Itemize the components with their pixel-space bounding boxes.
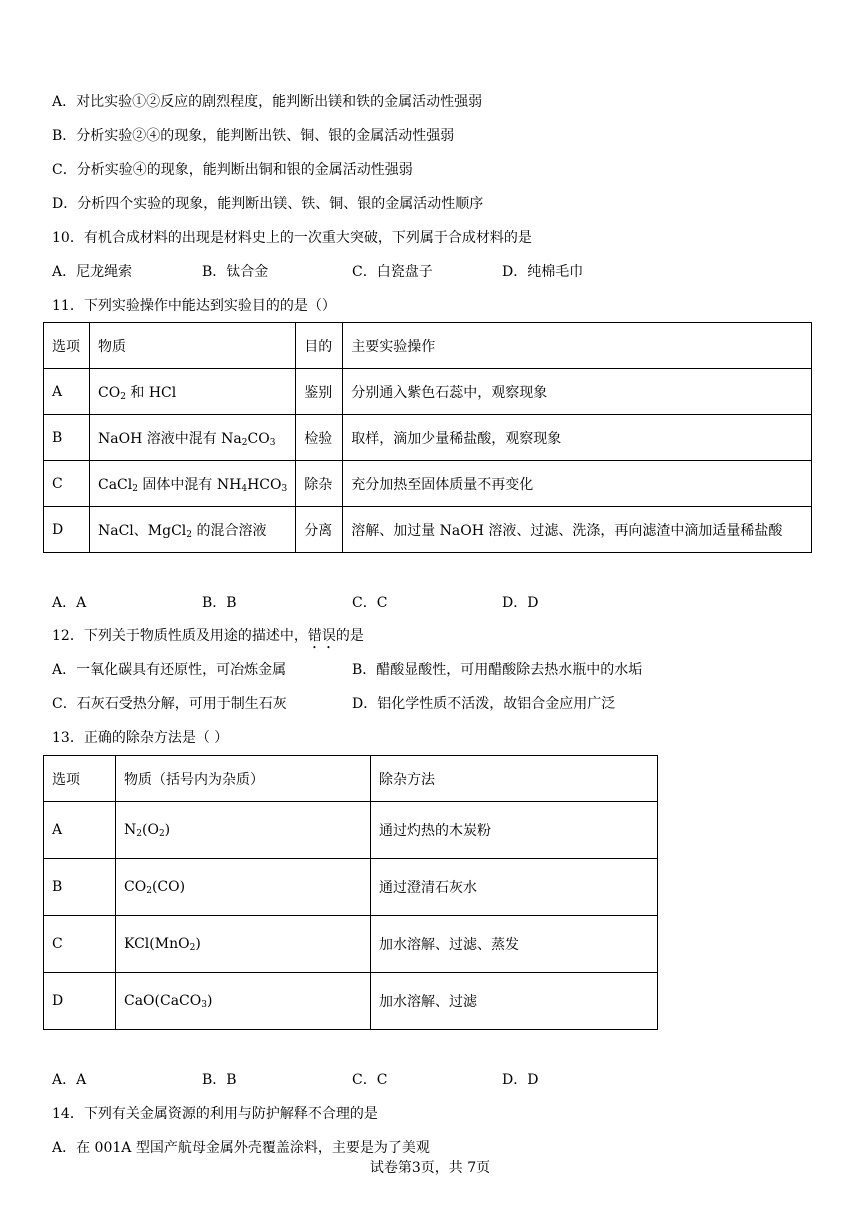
- q12-option-d: D．铝化学性质不活泼，故铝合金应用广泛: [352, 696, 616, 712]
- q12-stem-emphasis: 错误: [307, 628, 336, 644]
- table-cell-option: B: [44, 859, 116, 916]
- table-header-cell: 除杂方法: [371, 756, 658, 802]
- table-row: [44, 916, 658, 973]
- table-cell-option: D: [44, 973, 116, 1030]
- q12-stem: [52, 626, 364, 652]
- table-row: [44, 859, 658, 916]
- q11-option-d: D．D: [502, 595, 539, 611]
- table-cell-method: 通过澄清石灰水: [371, 859, 658, 916]
- table-row: [44, 973, 658, 1030]
- q10-stem: 10．有机合成材料的出现是材料史上的一次重大突破，下列属于合成材料的是: [52, 230, 532, 246]
- table-row: [44, 461, 812, 507]
- table-cell-purpose: 除杂: [296, 461, 343, 507]
- q13-stem: 13．正确的除杂方法是（ ）: [52, 730, 229, 746]
- q10-option-a: A．尼龙绳索: [52, 264, 133, 280]
- q9-option-b: B．分析实验②④的现象，能判断出铁、铜、银的金属活动性强弱: [52, 128, 455, 144]
- table-cell-substance: CaO(CaCO$_3$): [116, 973, 371, 1030]
- table-cell-substance: CaCl$_2$ 固体中混有 $NH_4HCO_3$: [90, 461, 296, 507]
- table-cell-substance: KCl(MnO$_2$): [116, 916, 371, 973]
- q13-option-b: B．B: [202, 1072, 237, 1088]
- q10-option-d: D．纯棉毛巾: [502, 264, 584, 280]
- table-row: [44, 369, 812, 415]
- table-header-row: [44, 756, 658, 802]
- q13-option-a: A．A: [52, 1072, 87, 1088]
- table-cell-operation: 分别通入紫色石蕊中，观察现象: [343, 369, 812, 415]
- q9-option-c: C．分析实验④的现象，能判断出铜和银的金属活动性强弱: [52, 162, 413, 178]
- table-cell-method: 加水溶解、过滤、蒸发: [371, 916, 658, 973]
- page-footer: 试卷第3页，共 7页: [369, 1160, 491, 1176]
- table-cell-substance: $CO_2$ 和 HCl: [90, 369, 296, 415]
- q12-stem-after: 的是: [335, 628, 364, 644]
- q13-table: [43, 755, 658, 1030]
- q13-option-d: D．D: [502, 1072, 539, 1088]
- table-row: [44, 802, 658, 859]
- table-header-cell: 主要实验操作: [343, 323, 812, 369]
- q10-option-b: B．钛合金: [202, 264, 269, 280]
- q9-option-d: D．分析四个实验的现象，能判断出镁、铁、铜、银的金属活动性顺序: [52, 196, 484, 212]
- q12-stem-before: 12．下列关于物质性质及用途的描述中，: [52, 628, 308, 644]
- table-cell-option: A: [44, 369, 90, 415]
- q11-option-a: A．A: [52, 595, 87, 611]
- table-cell-option: D: [44, 507, 90, 553]
- q13-option-c: C．C: [352, 1072, 388, 1088]
- q11-table: [43, 322, 812, 553]
- table-row: [44, 507, 812, 553]
- q10-option-c: C．白瓷盘子: [352, 264, 433, 280]
- table-cell-purpose: 检验: [296, 415, 343, 461]
- table-cell-substance: $N_2(O_2)$: [116, 802, 371, 859]
- table-cell-substance: $CO_2(CO)$: [116, 859, 371, 916]
- table-header-row: [44, 323, 812, 369]
- table-cell-operation: 充分加热至固体质量不再变化: [343, 461, 812, 507]
- table-row: [44, 415, 812, 461]
- table-cell-substance: NaCl、MgCl$_2$ 的混合溶液: [90, 507, 296, 553]
- q12-option-b: B．醋酸显酸性，可用醋酸除去热水瓶中的水垢: [352, 662, 643, 678]
- table-cell-purpose: 分离: [296, 507, 343, 553]
- table-header-cell: 物质（括号内为杂质）: [116, 756, 371, 802]
- table-header-cell: 选项: [44, 756, 116, 802]
- q12-option-c: C．石灰石受热分解，可用于制生石灰: [52, 696, 287, 712]
- table-cell-substance: NaOH 溶液中混有 $Na_2CO_3$: [90, 415, 296, 461]
- table-cell-option: C: [44, 916, 116, 973]
- table-cell-method: 加水溶解、过滤: [371, 973, 658, 1030]
- q14-option-a: A．在 001A 型国产航母金属外壳覆盖涂料，主要是为了美观: [52, 1140, 430, 1156]
- table-cell-operation: 取样，滴加少量稀盐酸，观察现象: [343, 415, 812, 461]
- table-cell-method: 通过灼热的木炭粉: [371, 802, 658, 859]
- table-header-cell: 目的: [296, 323, 343, 369]
- q14-stem: 14．下列有关金属资源的利用与防护解释不合理的是: [52, 1106, 378, 1122]
- q11-option-c: C．C: [352, 595, 388, 611]
- q12-option-a: A．一氧化碳具有还原性，可冶炼金属: [52, 662, 287, 678]
- table-cell-option: C: [44, 461, 90, 507]
- q11-stem: 11．下列实验操作中能达到实验目的的是（）: [52, 298, 336, 314]
- table-header-cell: 选项: [44, 323, 90, 369]
- q9-option-a: A．对比实验①②反应的剧烈程度，能判断出镁和铁的金属活动性强弱: [52, 94, 483, 110]
- table-header-cell: 物质: [90, 323, 296, 369]
- table-cell-option: B: [44, 415, 90, 461]
- table-cell-purpose: 鉴别: [296, 369, 343, 415]
- q11-option-b: B．B: [202, 595, 237, 611]
- table-cell-operation: 溶解、加过量 NaOH 溶液、过滤、洗涤，再向滤渣中滴加适量稀盐酸: [343, 507, 812, 553]
- table-cell-option: A: [44, 802, 116, 859]
